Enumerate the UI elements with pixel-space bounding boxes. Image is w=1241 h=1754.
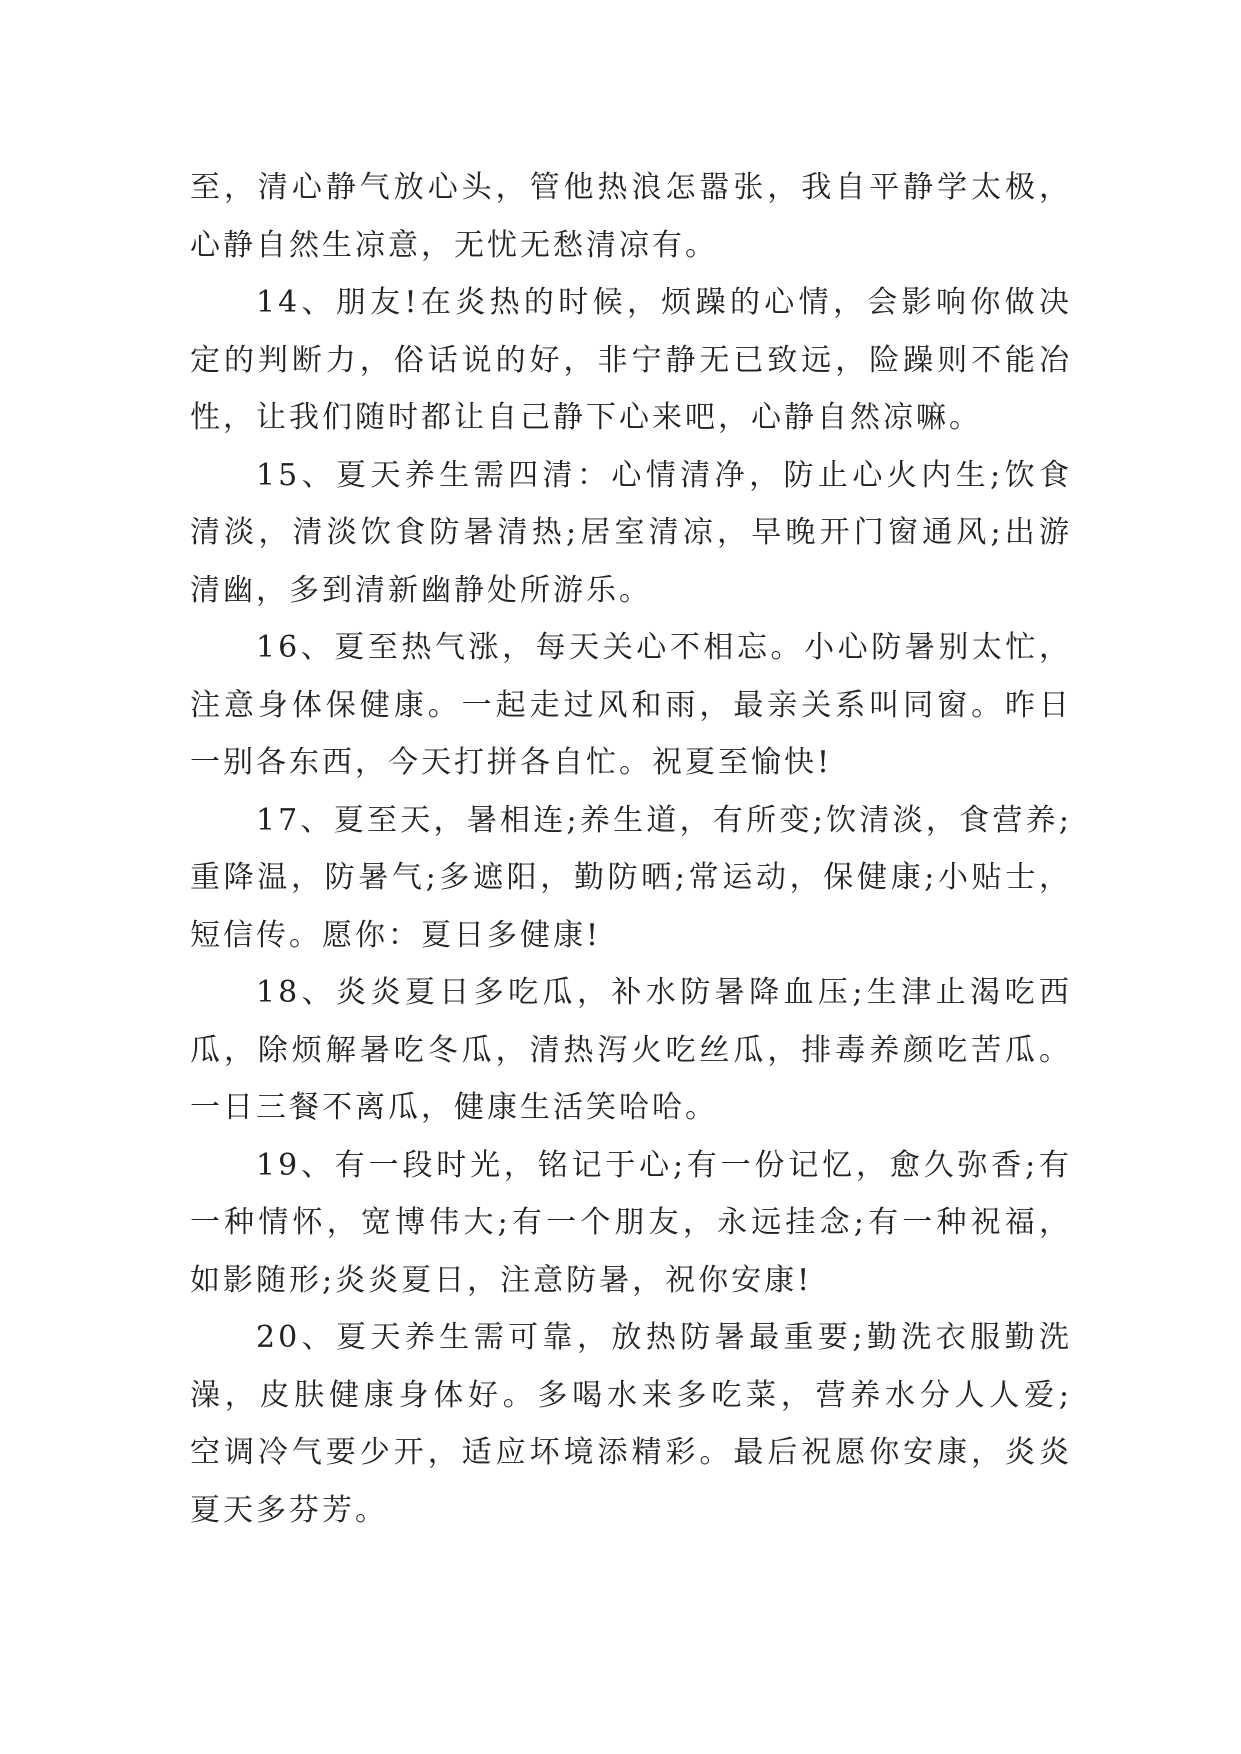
text-line: 14、朋友!在炎热的时候，烦躁的心情，会影响你做决 [256,285,1072,320]
document-page [190,159,1072,1539]
text-line: 重降温，防暑气;多遮阳，勤防晒;常运动，保健康;小贴士， [190,860,1072,895]
text-line: 短信传。愿你：夏日多健康! [190,917,602,953]
text-line: 15、夏天养生需四清：心情清净，防止心火内生;饮食 [256,457,1072,493]
paragraph-18 [190,964,1072,1137]
paragraph-15 [190,447,1072,620]
text-line: 心静自然生凉意，无忧无愁清凉有。 [190,227,718,263]
text-line: 20、夏天养生需可靠，放热防暑最重要;勤洗衣服勤洗 [256,1320,1072,1355]
paragraph-14 [190,274,1072,447]
paragraph-17 [190,792,1072,965]
text-line: 一别各东西，今天打拼各自忙。祝夏至愉快! [190,745,833,780]
text-line: 19、有一段时光，铭记于心;有一份记忆，愈久弥香;有 [256,1147,1072,1183]
text-line: 夏天多芬芳。 [190,1492,388,1528]
text-line: 16、夏至热气涨，每天关心不相忘。小心防暑别太忙， [256,630,1072,665]
text-line: 定的判断力，俗话说的好，非宁静无已致远，险躁则不能冶 [190,342,1072,378]
text-line: 澡，皮肤健康身体好。多喝水来多吃菜，营养水分人人爱; [190,1377,1072,1413]
paragraph-continuation [190,159,1072,274]
text-line: 注意身体保健康。一起走过风和雨，最亲关系叫同窗。昨日 [190,687,1072,723]
text-line: 瓜，除烦解暑吃冬瓜，清热泻火吃丝瓜，排毒养颜吃苦瓜。 [190,1032,1072,1068]
text-line: 一种情怀，宽博伟大;有一个朋友，永远挂念;有一种祝福， [190,1205,1072,1240]
text-line: 性，让我们随时都让自己静下心来吧，心静自然凉嘛。 [190,400,982,435]
text-line: 如影随形;炎炎夏日，注意防暑，祝你安康! [190,1262,813,1298]
paragraph-16 [190,619,1072,792]
paragraph-20 [190,1309,1072,1539]
text-line: 17、夏至天，暑相连;养生道，有所变;饮清淡，食营养; [256,802,1072,838]
text-line: 空调冷气要少开，适应坏境添精彩。最后祝愿你安康，炎炎 [190,1435,1072,1470]
paragraph-19 [190,1137,1072,1310]
text-line: 一日三餐不离瓜，健康生活笑哈哈。 [190,1090,718,1125]
text-line: 清幽，多到清新幽静处所游乐。 [190,572,652,608]
text-line: 清淡，清淡饮食防暑清热;居室清凉，早晚开门窗通风;出游 [190,515,1072,550]
text-line: 至，清心静气放心头，管他热浪怎嚣张，我自平静学太极， [190,170,1072,205]
text-line: 18、炎炎夏日多吃瓜，补水防暑降血压;生津止渴吃西 [256,975,1072,1010]
